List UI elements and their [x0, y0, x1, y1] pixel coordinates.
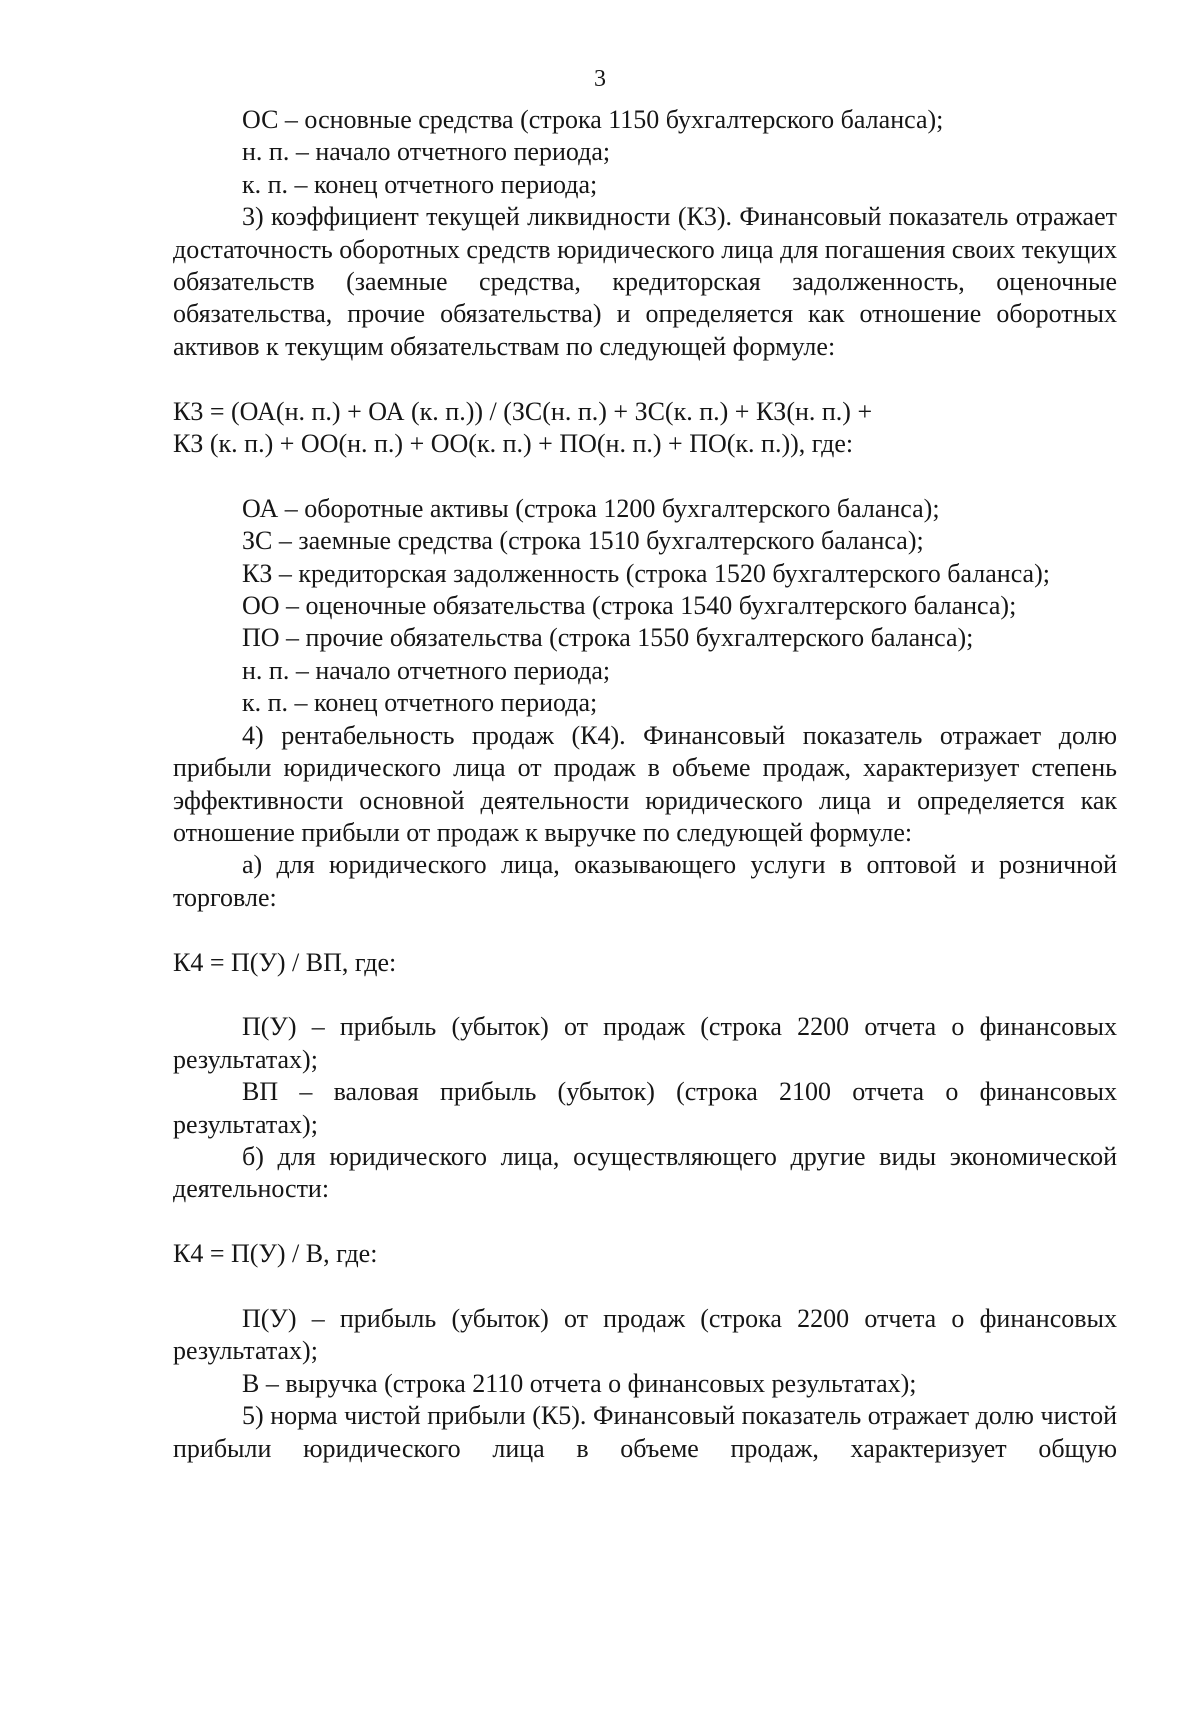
definition-os: ОС – основные средства (строка 1150 бухгалтерского баланса); — [242, 105, 944, 134]
spacer — [173, 914, 1117, 946]
spacer — [173, 1206, 1117, 1238]
definition-pu: П(У) – прибыль (убыток) от продаж (строка 2200 отчета о финансовых результатах); — [173, 1012, 1117, 1074]
spacer — [173, 460, 1117, 492]
definition-kp: к. п. – конец отчетного периода; — [242, 169, 598, 199]
paragraph-k3: 3) коэффициент текущей ликвидности (К3). Финансовый показатель отражает достаточность оборотных средств юридического лица для погашения своих текущих обязательств (заемные средства, кредиторская задолженность, оценочные обязательства, прочие обязательства) и определяется как отношение оборотных активов к текущим обязательствам по следующей формуле: — [173, 202, 1117, 361]
definition-kp-2: к. п. – конец отчетного периода; — [242, 688, 598, 718]
formula-k4-b: К4 = П(У) / В, где: — [173, 1239, 378, 1269]
paragraph-k4: 4) рентабельность продаж (К4). Финансовый показатель отражает долю прибыли юридического лица от продаж в объеме продаж, характеризует степень эффективности основной деятельности юридического лица и определяется как отношение прибыли от продаж к выручке по следующей формуле: — [173, 720, 1117, 847]
definition-np-2: н. п. – начало отчетного периода; — [242, 655, 611, 685]
document-body — [173, 104, 1117, 1465]
spacer — [173, 1271, 1117, 1303]
definition-zs: ЗС – заемные средства (строка 1510 бухгалтерского баланса); — [242, 526, 924, 556]
definition-np: н. п. – начало отчетного периода; — [242, 137, 611, 167]
formula-k4-a: К4 = П(У) / ВП, где: — [173, 947, 397, 977]
definition-kz: КЗ – кредиторская задолженность (строка 1520 бухгалтерского баланса); — [242, 558, 1050, 588]
definition-vp: ВП – валовая прибыль (убыток) (строка 2100 отчета о финансовых результатах); — [173, 1077, 1117, 1139]
paragraph-k4-a: а) для юридического лица, оказывающего услуги в оптовой и розничной торговле: — [173, 850, 1117, 912]
paragraph-k4-b: б) для юридического лица, осуществляющего другие виды экономической деятельности: — [173, 1141, 1117, 1204]
definition-po: ПО – прочие обязательства (строка 1550 бухгалтерского баланса); — [242, 623, 974, 653]
definition-v: В – выручка (строка 2110 отчета о финансовых результатах); — [242, 1368, 917, 1398]
formula-k3-line2: КЗ (к. п.) + ОО(н. п.) + ОО(к. п.) + ПО(н. п.) + ПО(к. п.)), где: — [173, 429, 854, 459]
definition-oo: ОО – оценочные обязательства (строка 1540 бухгалтерского баланса); — [242, 591, 1017, 621]
spacer — [173, 363, 1117, 395]
definition-pu-2: П(У) – прибыль (убыток) от продаж (строка 2200 отчета о финансовых результатах); — [173, 1303, 1117, 1366]
spacer — [173, 979, 1117, 1011]
formula-k3-line1: К3 = (ОА(н. п.) + ОА (к. п.)) / (ЗС(н. п.) + ЗС(к. п.) + КЗ(н. п.) + — [173, 396, 873, 426]
definition-oa: ОА – оборотные активы (строка 1200 бухгалтерского баланса); — [242, 493, 940, 523]
paragraph-k5: 5) норма чистой прибыли (К5). Финансовый показатель отражает долю чистой прибыли юридического лица в объеме продаж, характеризует общую — [173, 1401, 1117, 1463]
page-number: 3 — [594, 66, 606, 92]
